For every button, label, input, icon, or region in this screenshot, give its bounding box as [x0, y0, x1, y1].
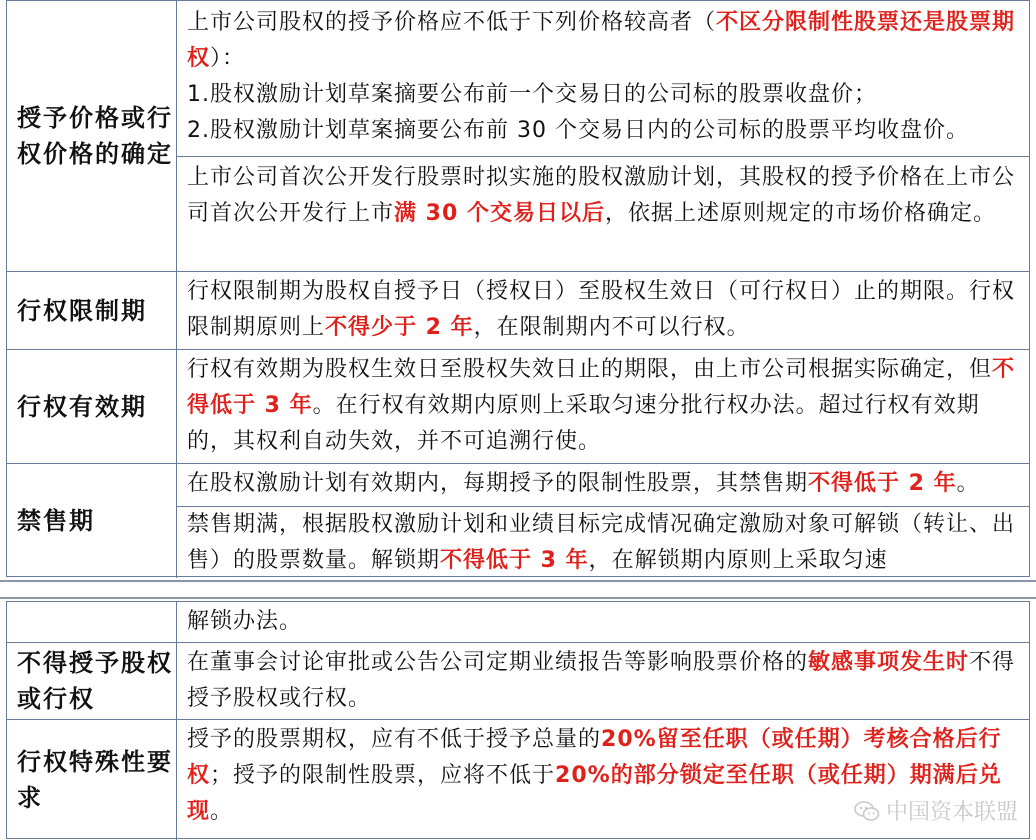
table-row-no-grant: [7, 643, 1029, 720]
highlight-text: 20%留至任职（或任期）考核合格后行权: [187, 727, 1002, 788]
row-label: 行权有效期: [7, 350, 177, 463]
row-label: 授予价格或行权价格的确定: [7, 1, 177, 271]
list-item: 1.股权激励计划草案摘要公布前一个交易日的公司标的股票收盘价；: [187, 82, 877, 107]
cell-text: 上市公司首次公开发行股票时拟实施的股权激励计划，其股权的授予价格在上市公司首次公开发行上市满 30 个交易日以后，依据上述原则规定的市场价格确定。: [187, 165, 1016, 226]
cell-text: 行权有效期为股权生效日至股权失效日止的期限，由上市公司根据实际确定，但不得低于 3 年。在行权有效期内原则上采取匀速分批行权办法。超过行权有效期的，其权利自动失效，并不可追溯行使。: [187, 357, 1016, 454]
watermark: [854, 795, 1018, 826]
divider: [0, 597, 1036, 599]
cell-text: 在股权激励计划有效期内，每期授予的限制性股票，其禁售期不得低于 2 年。: [187, 471, 980, 496]
row-content: [177, 1, 1029, 271]
highlight-text: 不区分限制性股票还是股票期权: [187, 10, 1016, 71]
table-row-restriction-period: [7, 272, 1029, 350]
divider: [0, 580, 1036, 582]
highlight-text: 满 30 个交易日以后: [394, 201, 605, 226]
cell-text: 行权限制期为股权自授予日（授权日）至股权生效日（可行权日）止的期限。行权限制期原则上不得少于 2 年，在限制期内不可以行权。: [187, 279, 1016, 340]
row-content: [177, 643, 1029, 719]
sub-cell: [177, 464, 1029, 507]
list-item: 2.股权激励计划草案摘要公布前 30 个交易日内的公司标的股票平均收盘价。: [187, 118, 969, 143]
row-label-empty: [7, 602, 177, 642]
table-row-valid-period: [7, 350, 1029, 464]
row-label: 不得授予股权或行权: [7, 643, 177, 719]
row-label: 行权限制期: [7, 272, 177, 349]
row-content: [177, 272, 1029, 349]
page-break-separator: [0, 578, 1036, 600]
sub-cell: [177, 157, 1029, 271]
highlight-text: 不得低于 2 年: [808, 471, 957, 496]
cell-text: 上市公司股权的授予价格应不低于下列价格较高者（不区分限制性股票还是股票期权）： 1.股权激励计划草案摘要公布前一个交易日的公司标的股票收盘价； 2.股权激励计划草案摘要公布前 30 个交易日内的公司标的股票平均收盘价。: [187, 10, 1016, 143]
row-label: 禁售期: [7, 464, 177, 578]
cell-text: 授予的股票期权，应有不低于授予总量的20%留至任职（或任期）考核合格后行权；授予的限制性股票，应将不低于20%的部分锁定至任职（或任期）期满后兑现。: [187, 727, 1002, 824]
highlight-text: 20%的部分锁定至任职（或任期）期满后兑现: [187, 763, 1002, 824]
cell-text: 禁售期满，根据股权激励计划和业绩目标完成情况确定激励对象可解锁（转让、出售）的股票数量。解锁期不得低于 3 年，在解锁期内原则上采取匀速: [187, 512, 1016, 573]
cell-text: 在董事会讨论审批或公告公司定期业绩报告等影响股票价格的敏感事项发生时不得授予股权或行权。: [187, 650, 1016, 711]
row-content: [177, 350, 1029, 463]
table-row-grant-price: [7, 1, 1029, 272]
watermark-text: 中国资本联盟: [885, 800, 1018, 825]
wechat-icon: [854, 800, 880, 822]
row-content: [177, 602, 1029, 642]
row-label: 行权特殊性要求: [7, 720, 177, 840]
policy-table-part-1: [6, 0, 1030, 577]
row-content: [177, 464, 1029, 578]
highlight-text: 敏感事项发生时: [808, 650, 970, 675]
highlight-text: 不得少于 2 年: [325, 315, 474, 340]
cell-text: 解锁办法。: [187, 609, 303, 634]
highlight-text: 不得低于 3 年: [440, 548, 589, 573]
table-row-continuation: [7, 602, 1029, 643]
highlight-text: 不得低于 3 年: [187, 357, 1016, 418]
sub-cell: [177, 1, 1029, 157]
table-row-lockup-period: [7, 464, 1029, 578]
sub-cell: [177, 507, 1029, 578]
